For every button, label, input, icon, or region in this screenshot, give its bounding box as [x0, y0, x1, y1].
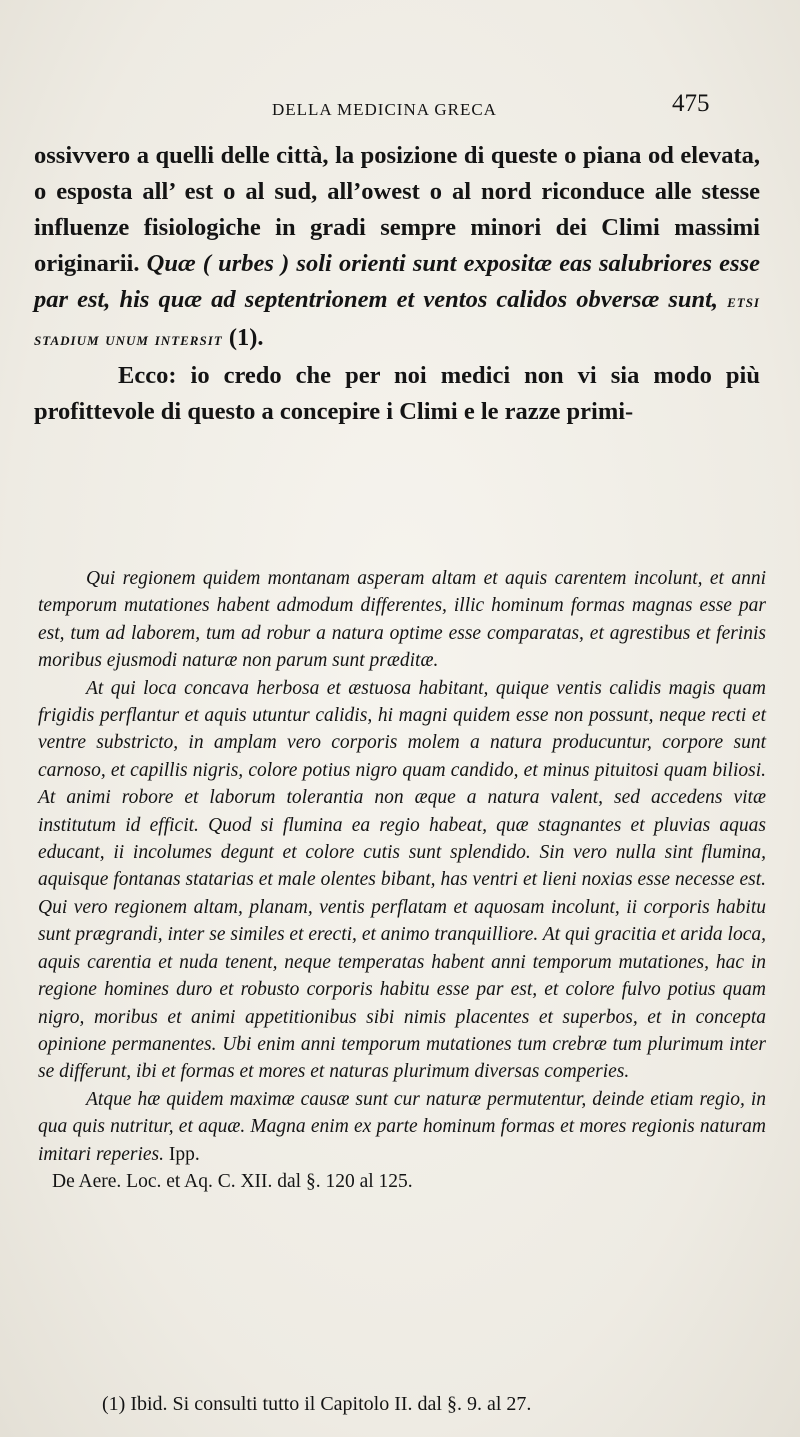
paragraph-1-small-caps: etsi stadium unum intersit	[34, 291, 760, 350]
footnote-marker: (1).	[222, 324, 264, 351]
paragraph-1-italian: ossivvero a quelli delle città, la posizione di queste o piana od elevata, o esposta all’ est o al sud, all’owest o al nord riconduce alle stesse influenze fisiologiche in gradi sempre minori dei Climi massimi originarii.	[34, 142, 760, 277]
quote-paragraph-2: At qui loca concava herbosa et æstuosa habitant, quique ventis calidis magis quam frigidis perflantur et aquis utuntur calidis, hi magni quidem esse non possunt, neque recti et ventre substricto, in amplam vero corporis molem a natura producuntur, corpore sunt carnoso, et capillis nigris, colore potius nigro quam candido, et minus pituitosi quam biliosi. At animi robore et laborum tolerantia non æque a natura valent, sed accedens vitæ institutum id efficit. Quod si flumina ea regio habeat, quæ stagnantes et pluvias aquas educant, ii incolumes degunt et colore cutis sunt splendido. Sin vero nulla sint flumina, aquisque fontanas statarias et male olentes bibant, has ventri et lieni noxias esse necesse est. Qui vero regionem altam, planam, ventis perflatam et aquosam incolunt, ii corporis habitu sunt prægrandi, inter se similes et erecti, et animo tranquilliore. At qui gracitia et arida loca, aquis carentia et nuda tenent, neque temperatas habent anni temporum mutationes, hac in regione homines duro et robusto corporis habitu esse par est, et colore fulvo potius quam nigro, moribus et animi appetitionibus sibi nimis placentes et superbos, et in concepta opinione permanentes. Ubi enim anni temporum mutationes tum crebræ tum plurimum inter se differunt, ibi et formas et mores et naturas plurimum diversas comperies.	[38, 677, 766, 1083]
latin-quotation	[38, 565, 766, 1195]
paragraph-1	[34, 138, 760, 358]
quote-paragraph-1: Qui regionem quidem montanam asperam altam et aquis carentem incolunt, et anni temporum mutationes habent admodum differentes, illic hominum formas magnas esse par est, tum ad laborem, tum ad robur a natura optime esse comparatas, et agrestibus et ferinis moribus ejusmodi naturæ non parum sunt præditæ.	[38, 568, 766, 672]
quote-paragraph-3	[38, 1086, 766, 1168]
paragraph-2: Ecco: io credo che per noi medici non vi sia modo più profittevole di questo a concepire i Climi e le razze primi-	[34, 362, 760, 425]
page-number: 475	[672, 90, 710, 117]
quote-author: Ipp.	[164, 1143, 200, 1165]
footnote: (1) Ibid. Si consulti tutto il Capitolo II. dal §. 9. al 27.	[102, 1393, 532, 1415]
quote-reference: De Aere. Loc. et Aq. C. XII. dal §. 120 al 125.	[52, 1170, 413, 1192]
quote-paragraph-3-text: Atque hæ quidem maximæ causæ sunt cur naturæ permutentur, deinde etiam regio, in qua quis nutritur, et aquæ. Magna enim ex parte hominum formas et mores regionis naturam imitari reperies.	[38, 1088, 766, 1165]
paragraph-1-latin-quote: Quæ ( urbes ) soli orienti sunt expositæ eas salubriores esse par est, his quæ ad septentrionem et ventos calidos obversæ sunt,	[34, 250, 760, 313]
header-title: DELLA MEDICINA GRECA	[272, 100, 497, 119]
running-header	[272, 90, 772, 120]
main-text	[34, 138, 760, 430]
